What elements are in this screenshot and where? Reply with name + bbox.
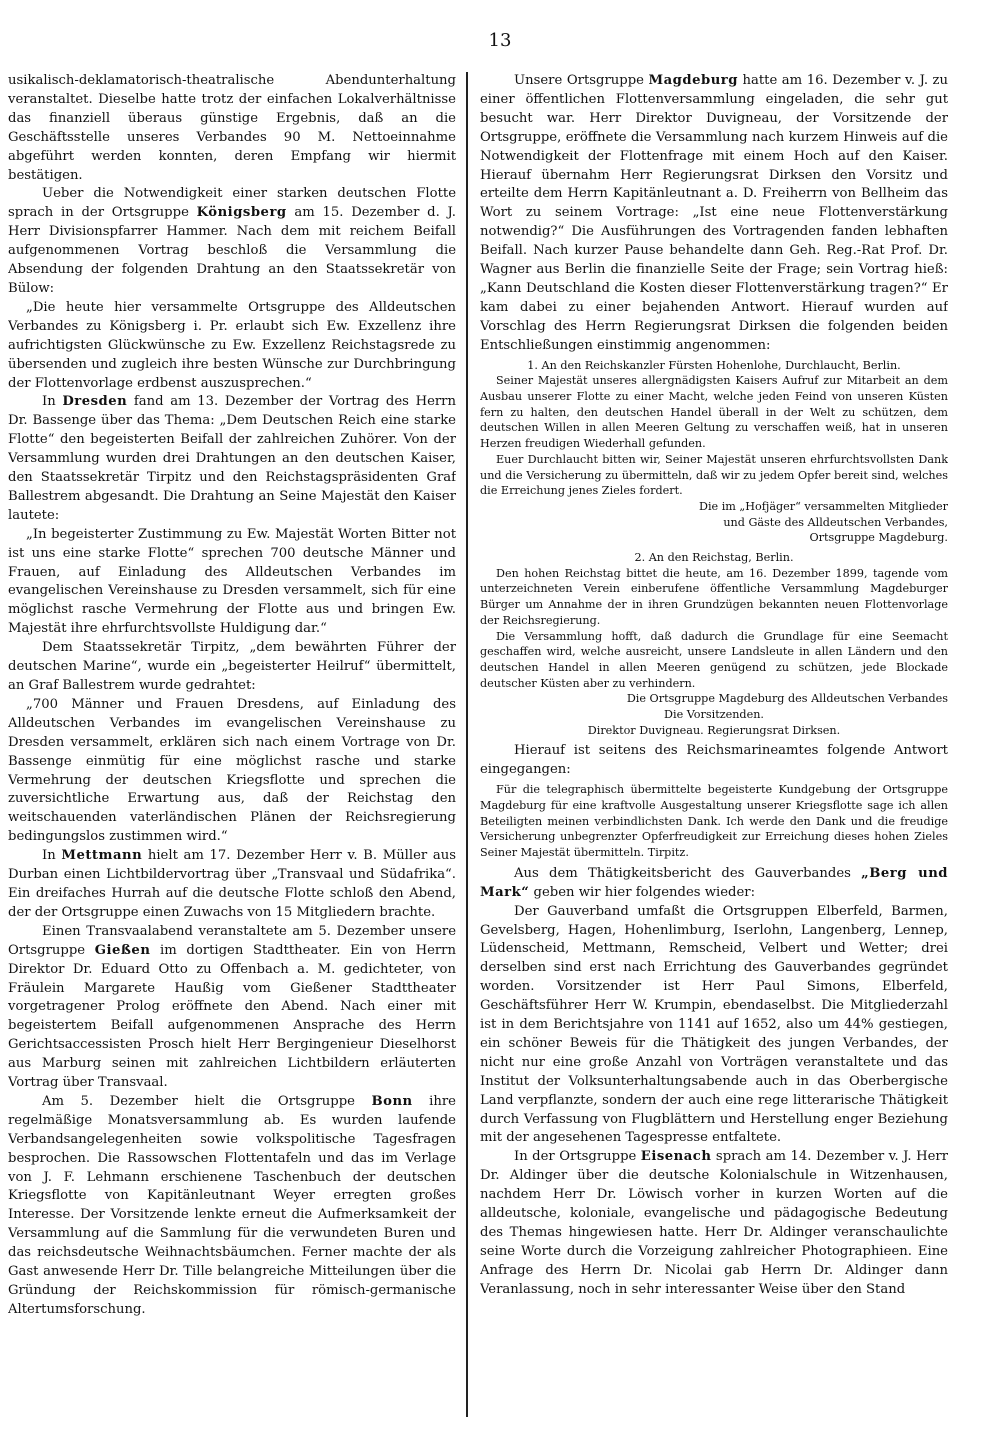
paragraph-text: Einen Transvaalabend veranstaltete am 5. Dezember unsere Ortsgruppe: [8, 923, 456, 958]
city-name: Bonn: [371, 1093, 413, 1109]
paragraph-text: Ueber die Notwendigkeit einer starken deutschen Flotte sprach in der Ortsgruppe: [8, 186, 456, 221]
telegram-quote: „Die heute hier versammelte Ortsgruppe des Alldeutschen Verbandes zu Königsberg i. Pr. erlaubt sich Ew. Exzellenz ihre aufrichtigsten Glückwünsche zu Ew. Exzellenz Reichstagsrede zu übersenden und zugleich ihre besten Wünsche zur Durchbringung der Flottenvorlage erdbenst auszusprechen.“: [8, 299, 456, 391]
resolution-signature: Die im „Hofjäger“ versammelten Mitglieder: [698, 499, 948, 513]
paragraph: [480, 1148, 948, 1299]
paragraph-text: In der Ortsgruppe: [514, 1149, 637, 1165]
resolution-signature: Ortsgruppe Magdeburg.: [809, 531, 948, 545]
paragraph-text: geben wir hier folgendes wieder:: [533, 884, 756, 900]
resolution-text: Den hohen Reichstag bittet die heute, am 16. Dezember 1899, tagende vom unterzeichneten Verein einberufene öffentliche Versammlung Magdeburger Bürger um Annahme der in ihren Grundzügen bekannten neuen Flottenvorlage der Reichsregierung.: [480, 566, 948, 627]
right-column: [480, 72, 948, 1422]
paragraph: Der Gauverband umfaßt die Ortsgruppen Elberfeld, Barmen, Gevelsberg, Hagen, Hohenlimburg, Iserlohn, Langenberg, Lennep, Lüdenscheid, Mettmann, Remscheid, Velbert und Wetter; drei derselben sind erst nach Errichtung des Gauverbandes gegründet worden. Vorsitzender ist Herr Paul Simons, Elberfeld, Geschäftsführer Herr W. Krumpin, ebendaselbst. Die Mitgliederzahl ist in dem Berichtsjahre von 1141 auf 1652, also um 44% gestiegen, ein schöner Beweis für die Thätigkeit des jungen Verbandes, der nicht nur eine große Anzahl von Vorträgen veranstaltete und das Institut der Volksunterhaltungsabende auch in das Oberbergische Land verpflanzte, sondern der auch eine rege litterarische Thätigkeit durch Verfassung von Flugblättern und Herstellung enger Beziehung mit der angesehenen Tagespresse entfaltete.: [480, 903, 948, 1146]
resolution-text: Euer Durchlaucht bitten wir, Seiner Majestät unseren ehrfurchtsvollsten Dank und die Versicherung zu übermitteln, daß wir zu jedem Opfer bereit sind, welches die Erreichung jenes Zieles fordert.: [480, 452, 948, 498]
paragraph: [480, 72, 948, 356]
paragraph-text: sprach am 14. Dezember v. J. Herr Dr. Aldinger über die deutsche Kolonialschule in Witzenhausen, nachdem Herr Dr. Löwisch vorher in kurzen Worten auf die alldeutsche, koloniale, evangelische und pädagogische Bedeutung des Themas hingewiesen hatte. Herr Dr. Aldinger veranschaulichte seine Worte durch die Vorzeigung zahlreicher Photographieen. Eine Anfrage des Herrn Dr. Nicolai gab Herrn Dr. Aldinger dann Veranlassung, noch in sehr interessanter Weise über den Stand: [480, 1149, 948, 1297]
resolution-2: [480, 550, 948, 738]
paragraph: [8, 923, 456, 1093]
paragraph-text: Aus dem Thätigkeitsbericht des Gauverbandes: [514, 865, 851, 881]
resolution-text: Seiner Majestät unseres allergnädigsten Kaisers Aufruf zur Mitarbeit an dem Ausbau unserer Flotte zu einer Macht, welche jeden Feind von unseren Küsten fern zu halten, den deutschen Handel überall in der Welt zu schützen, dem deutschen Willen in allen Meeren Geltung zu verschaffen weiß, hat in unseren Herzen freudigen Wiederhall gefunden.: [480, 374, 948, 451]
column-divider: [466, 72, 468, 1417]
city-name: Gießen: [94, 942, 151, 958]
paragraph: usikalisch-deklamatorisch-theatralische Abendunterhaltung veranstaltet. Dieselbe hatte trotz der einfachen Lokalverhältnisse das finanziell überaus günstige Ergebnis, daß an die Geschäftsstelle unseres Verbandes 90 M. Nettoeinnahme abgeführt werden konnten, deren Empfang wir hiermit bestätigen.: [8, 73, 456, 183]
paragraph-text: am 15. Dezember d. J. Herr Divisionspfarrer Hammer. Nach dem mit reichem Beifall aufgenommenen Vortrag beschloß die Versammlung die Absendung der folgenden Drahtung an den Staatssekretär von Bülow:: [8, 205, 456, 296]
reply-text: Für die telegraphisch übermittelte begeisterte Kundgebung der Ortsgruppe Magdeburg für eine kraftvolle Ausgestaltung unserer Kriegsflotte sage ich allen Beteiligten meinen verbindlichsten Dank. Ich werde den Dank und die freudige Versicherung unbegrenzter Opferfreudigkeit zur Erreichung dieses hohen Zieles Seiner Majestät übermitteln. Tirpitz.: [480, 783, 948, 860]
paragraph: [8, 393, 456, 525]
city-name: Dresden: [62, 394, 128, 410]
paragraph-text: In: [42, 848, 56, 864]
paragraph-text: Am 5. Dezember hielt die Ortsgruppe: [42, 1093, 355, 1109]
paragraph: [480, 865, 948, 903]
resolution-signature: Direktor Duvigneau. Regierungsrat Dirksen.: [587, 723, 841, 737]
reply-telegram: [480, 782, 948, 861]
city-name: Mettmann: [61, 848, 143, 864]
paragraph-text: im dortigen Stadttheater. Ein von Herrn Direktor Dr. Eduard Otto zu Offenbach a. M. gedichteter, von Fräulein Margarete Haußig vom Gießener Stadttheater vorgetragener Prolog eröffnete den Abend. Nach einer mit begeistertem Beifall aufgenommenen Ansprache des Herrn Gerichtsaccessisten Prosch hielt Herr Bergingenieur Dieselhorst aus Marburg seinen mit zahlreichen Lichtbildern erläuterten Vortrag über Transvaal.: [8, 942, 456, 1091]
city-name: Eisenach: [640, 1149, 712, 1165]
paragraph-text: ihre regelmäßige Monatsversammlung ab. Es wurden laufende Verbandsangelegenheiten sowie volkspolitische Tagesfragen besprochen. Die Rassowschen Flottentafeln und das im Verlage von J. F. Lehmann erschienene Taschenbuch der deutschen Kriegsflotte von Kapitänleutnant Weyer erregten großes Interesse. Der Vorsitzende lenkte erneut die Aufmerksamkeit der Versammlung auf die Sammlung für die verwundeten Buren und das reichsdeutsche Weihnachtsbäumchen. Ferner machte der als Gast anwesende Herr Dr. Tille belangreiche Mitteilungen über die Gründung der Reichskommission für römisch-germanische Altertumsforschung.: [8, 1093, 456, 1317]
paragraph-text: fand am 13. Dezember der Vortrag des Herrn Dr. Bassenge über das Thema: „Dem Deutschen Reich eine starke Flotte“ den begeisterten Beifall der zahlreichen Zuhörer. Von der Versammlung wurden drei Drahtungen an den deutschen Kaiser, den Staatssekretär Tirpitz und den Reichstagspräsidenten Graf Ballestrem abgesandt. Die Drahtung an Seine Majestät den Kaiser lautete:: [8, 394, 456, 523]
city-name: Königsberg: [196, 205, 287, 221]
telegram-quote: „In begeisterter Zustimmung zu Ew. Majestät Worten Bitter not ist uns eine starke Flotte“ sprechen 700 deutsche Männer und Frauen, auf Einladung des Alldeutschen Verbandes im evangelischen Vereinshause zu Dresden versammelt, sich für eine möglichst rasche Vermehrung der Flotte aus und bringen Ew. Majestät ihre ehrfurchtsvollste Huldigung dar.“: [8, 526, 456, 637]
resolution-signature: Die Vorsitzenden.: [664, 708, 764, 722]
resolution-heading: 2. An den Reichstag, Berlin.: [634, 551, 794, 565]
paragraph: [8, 185, 456, 298]
paragraph-text: Unsere Ortsgruppe: [514, 73, 644, 88]
resolution-text: Die Versammlung hofft, daß dadurch die Grundlage für eine Seemacht geschaffen wird, welche ausreicht, unsere Landsleute in allen Ländern und den deutschen Handel in allen Meeren genügend zu schützen, jede Blockade deutscher Küsten aber zu verhindern.: [480, 629, 948, 690]
left-column: [8, 72, 456, 1422]
paragraph: Hierauf ist seitens des Reichsmarineamtes folgende Antwort eingegangen:: [480, 743, 948, 778]
paragraph: Dem Staatssekretär Tirpitz, „dem bewährten Führer der deutschen Marine“, wurde ein „begeisterter Heilruf“ übermittelt, an Graf Ballestrem wurde gedrahtet:: [8, 640, 456, 693]
city-name: Magdeburg: [648, 73, 738, 88]
paragraph-text: hatte am 16. Dezember v. J. zu einer öffentlichen Flottenversammlung eingeladen, die sehr gut besucht war. Herr Direktor Duvigneau, der Vorsitzende der Ortsgruppe, eröffnete die Versammlung nach kurzem Hinweis auf die Notwendigkeit der Flottenfrage mit einem Hoch auf den Kaiser. Hierauf übernahm Herr Regierungsrat Dirksen den Vorsitz und erteilte dem Herrn Kapitänleutnant a. D. Freiherrn von Bellheim das Wort zu seinem Vortrage: „Ist eine neue Flottenverstärkung notwendig?“ Die Ausführungen des Vortragenden fanden lebhaften Beifall. Nach kurzer Pause behandelte dann Geh. Reg.-Rat Prof. Dr. Wagner aus Berlin die finanzielle Seite der Frage; sein Vortrag hieß: „Kann Deutschland die Kosten dieser Flottenverstärkung tragen?“ Er kam dabei zu einer bejahenden Antwort. Hierauf wurden auf Vorschlag des Herrn Regierungsrat Dirksen die folgenden beiden Entschließungen einstimmig angenommen:: [480, 73, 948, 353]
resolution-heading: 1. An den Reichskanzler Fürsten Hohenlohe, Durchlaucht, Berlin.: [527, 358, 901, 372]
telegram-quote: „700 Männer und Frauen Dresdens, auf Einladung des Alldeutschen Verbandes im evangelischen Vereinshause zu Dresden versammelt, erklären sich nach einem Vortrage von Dr. Bassenge einmütig für eine möglichst rasche und starke Vermehrung der deutschen Kriegsflotte und sprechen die zuversichtliche Erwartung aus, daß der Reichstag den weitschauenden vaterländischen Plänen der Reichsregierung bedingungslos zustimmen wird.“: [8, 696, 456, 845]
gauverband-name: „Berg und Mark“: [480, 865, 948, 900]
resolution-signature: Die Ortsgruppe Magdeburg des Alldeutschen Verbandes: [626, 692, 948, 706]
paragraph: [8, 847, 456, 923]
paragraph-text: hielt am 17. Dezember Herr v. B. Müller aus Durban einen Lichtbildervortrag über „Transvaal und Südafrika“. Ein dreifaches Hurrah auf die deutsche Flotte schloß den Abend, der der Ortsgruppe einen Zuwachs von 15 Mitgliedern brachte.: [8, 848, 456, 920]
paragraph-text: In: [42, 394, 56, 410]
paragraph: [8, 1093, 456, 1320]
resolution-signature: und Gäste des Alldeutschen Verbandes,: [723, 515, 948, 529]
page-number: 13: [488, 30, 512, 51]
resolution-1: [480, 358, 948, 546]
